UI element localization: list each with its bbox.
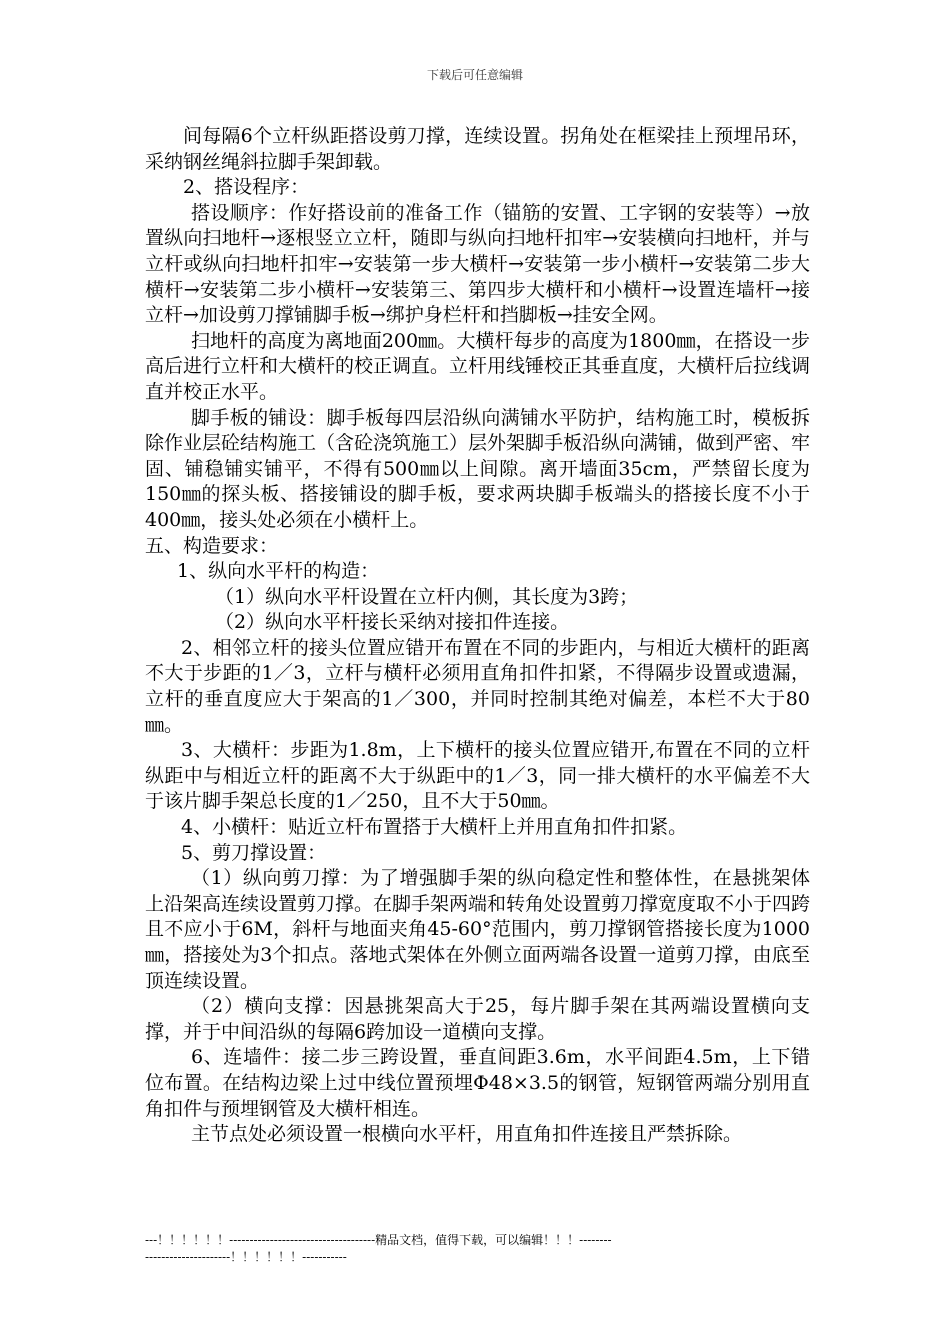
paragraph: 脚手板的铺设：脚手板每四层沿纵向满铺水平防护，结构施工时，模板拆除作业层砼结构施工（含砼浇筑施工）层外架脚手板沿纵向满铺，做到严密、牢固、铺稳铺实铺平，不得有500㎜以上间隙。离开墙面35cm，严禁留长度为150㎜的探头板、搭接铺设的脚手板，要求两块脚手板端头的搭接长度不小于400㎜，接头处必须在小横杆上。 <box>145 406 811 531</box>
paragraph: （1）纵向水平杆设置在立杆内侧，其长度为3跨； <box>215 585 639 608</box>
paragraph: （2）纵向水平杆接长采纳对接扣件连接。 <box>215 611 570 634</box>
paragraph: （2）横向支撑：因悬挑架高大于25，每片脚手架在其两端设置横向支撑，并于中间沿纵的每隔6跨加设一道横向支撑。 <box>145 995 810 1043</box>
document-body <box>145 124 810 1148</box>
paragraph: 扫地杆的高度为离地面200㎜。大横杆每步的高度为1800㎜，在搭设一步高后进行立杆和大横杆的校正调直。立杆用线锤校正其垂直度，大横杆后拉线调直并校正水平。 <box>145 329 811 403</box>
paragraph: 2、搭设程序： <box>183 176 310 199</box>
paragraph: 五、构造要求： <box>145 534 279 557</box>
paragraph: 1、纵向水平杆的构造： <box>177 560 380 583</box>
page-footer: ---！！！！！！------------------------------------精品文档，值得下载，可以编辑！！！-----------------------------！！！！！！----------- <box>145 1233 612 1264</box>
paragraph: 搭设顺序：作好搭设前的准备工作（锚筋的安置、工字钢的安装等）→放置纵向扫地杆→逐根竖立立杆，随即与纵向扫地杆扣牢→安装横向扫地杆，并与立杆或纵向扫地杆扣牢→安装第一步大横杆→安装第一步小横杆→安装第二步大横杆→安装第二步小横杆→安装第三、第四步大横杆和小横杆→设置连墙杆→接立杆→加设剪刀撑铺脚手板→绑护身栏杆和挡脚板→挂安全网。 <box>145 201 810 327</box>
page-header: 下载后可任意编辑 <box>426 68 523 82</box>
paragraph: 主节点处必须设置一根横向水平杆，用直角扣件连接且严禁拆除。 <box>191 1123 743 1146</box>
paragraph: 5、剪刀撑设置： <box>181 841 327 864</box>
paragraph: 3、大横杆：步距为1.8m，上下横杆的接头位置应错开,布置在不同的立杆纵距中与相近立杆的距离不大于纵距中的1／3，同一排大横杆的水平偏差不大于该片脚手架总长度的1／250，且不大于50㎜。 <box>145 739 810 813</box>
paragraph: 2、相邻立杆的接头位置应错开布置在不同的步距内，与相近大横杆的距离不大于步距的1／3，立杆与横杆必须用直角扣件扣紧，不得隔步设置或遗漏，立杆的垂直度应大于架高的1／300，并同时控制其绝对偏差，本栏不大于80㎜。 <box>145 636 810 736</box>
paragraph: （1）纵向剪刀撑：为了增强脚手架的纵向稳定性和整体性，在悬挑架体上沿架高连续设置剪刀撑。在脚手架两端和转角处设置剪刀撑宽度取不小于四跨且不应小于6M，斜杆与地面夹角45-60°范围内，剪刀撑钢管搭接长度为1000㎜，搭接处为3个扣点。落地式架体在外侧立面两端各设置一道剪刀撑，由底至顶连续设置。 <box>145 867 811 992</box>
paragraph: 6、连墙件：接二步三跨设置，垂直间距3.6m，水平间距4.5m，上下错位布置。在结构边梁上过中线位置预埋Φ48×3.5的钢管，短钢管两端分别用直角扣件与预埋钢管及大横杆相连。 <box>145 1046 810 1120</box>
paragraph: 间每隔6个立杆纵距搭设剪刀撑，连续设置。拐角处在框梁挂上预埋吊环，采纳钢丝绳斜拉脚手架卸载。 <box>145 125 810 173</box>
paragraph: 4、小横杆：贴近立杆布置搭于大横杆上并用直角扣件扣紧。 <box>181 816 688 839</box>
